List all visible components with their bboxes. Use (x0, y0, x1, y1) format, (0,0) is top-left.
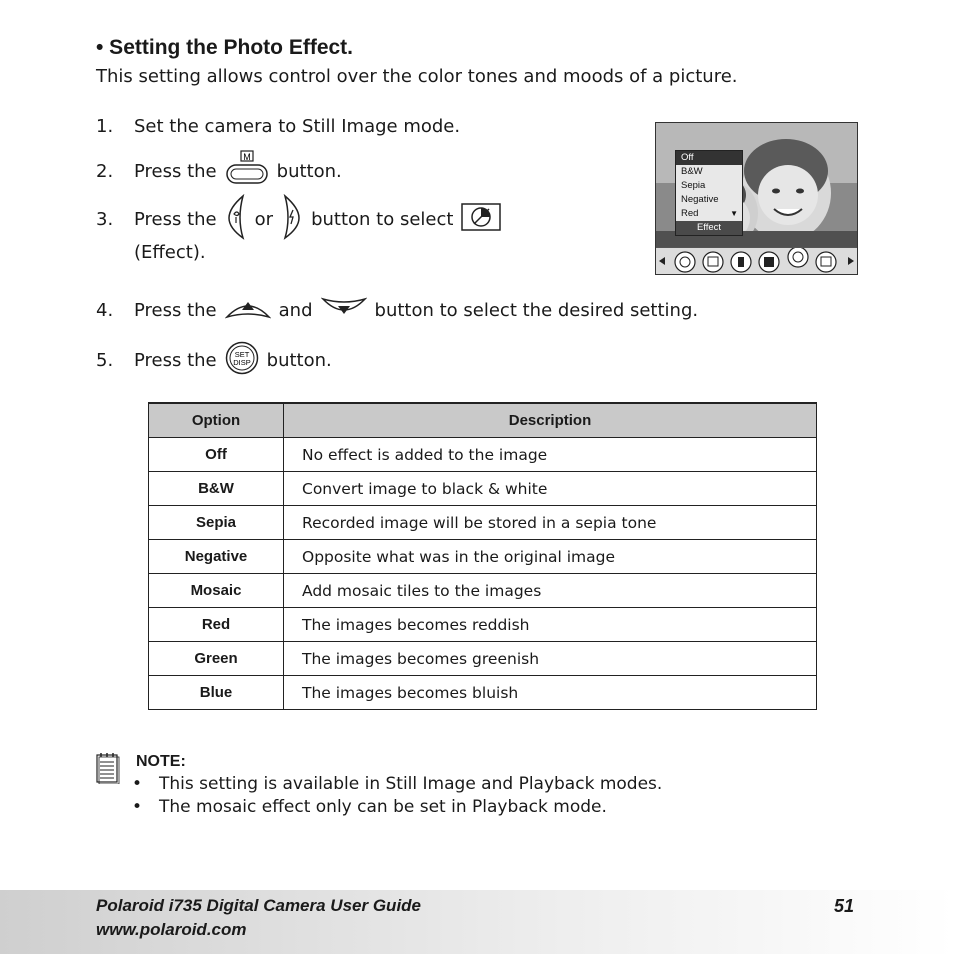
description-cell: The images becomes bluish (284, 676, 817, 710)
step-3 (96, 196, 501, 242)
notepad-icon (96, 752, 120, 788)
table-row (149, 540, 817, 574)
option-cell: Blue (149, 676, 284, 710)
camera-icon-bar (656, 247, 857, 275)
scroll-down-icon: ▼ (730, 209, 738, 218)
menu-item: Sepia (681, 180, 706, 191)
menu-item: Red (681, 208, 699, 219)
step-text: Press the (134, 299, 217, 321)
column-header-description: Description (284, 403, 817, 438)
step-text: Press the (134, 208, 217, 230)
step-number: 2. (96, 160, 114, 182)
option-cell: B&W (149, 472, 284, 506)
option-cell: Negative (149, 540, 284, 574)
table-row (149, 438, 817, 472)
menu-item: Off (676, 151, 742, 165)
table-row (149, 608, 817, 642)
effect-icon (461, 203, 501, 236)
step-number: 4. (96, 299, 114, 321)
set-disp-button-icon (225, 341, 259, 380)
step-number: 1. (96, 116, 114, 137)
note-bullet: • This setting is available in Still Image and Playback modes. (132, 774, 663, 794)
step-3-line2 (134, 242, 206, 263)
table-row (149, 676, 817, 710)
effect-options-table (148, 402, 817, 710)
step-4 (96, 294, 698, 326)
menu-item: B&W (681, 166, 703, 177)
note-bullet-text: The mosaic effect only can be set in Playback mode. (159, 797, 607, 817)
step-1 (96, 116, 460, 137)
note-bullet: • The mosaic effect only can be set in Playback mode. (132, 797, 607, 817)
step-number: 3. (96, 208, 114, 230)
option-cell: Sepia (149, 506, 284, 540)
description-cell: Opposite what was in the original image (284, 540, 817, 574)
description-cell: Add mosaic tiles to the images (284, 574, 817, 608)
step-text: (Effect). (134, 242, 206, 263)
right-flash-button-icon (281, 194, 303, 245)
option-cell: Green (149, 642, 284, 676)
option-cell: Mosaic (149, 574, 284, 608)
table-row (149, 506, 817, 540)
step-text: button to select (311, 208, 454, 230)
step-5 (96, 342, 332, 378)
table-row (149, 574, 817, 608)
step-text: button. (266, 349, 332, 371)
step-text: or (254, 208, 274, 230)
down-button-icon (321, 295, 367, 326)
section-heading: • Setting the Photo Effect. (96, 36, 354, 59)
description-cell: The images becomes reddish (284, 608, 817, 642)
svg-text:DISP: DISP (232, 357, 251, 367)
page-number: 51 (834, 896, 855, 916)
step-text: Press the (134, 349, 217, 371)
menu-label: Effect (676, 221, 742, 235)
step-text: button. (276, 160, 342, 182)
svg-text:M: M (242, 151, 251, 162)
step-text: and (278, 299, 313, 321)
intro-text: This setting allows control over the color tones and moods of a picture. (96, 66, 738, 87)
step-number: 5. (96, 349, 114, 371)
left-macro-button-icon (225, 194, 247, 245)
note-title: NOTE: (136, 753, 186, 770)
option-cell: Off (149, 438, 284, 472)
menu-button-icon (225, 150, 269, 193)
table-header-row (149, 403, 817, 438)
note-bullet-text: This setting is available in Still Image and Playback modes. (159, 774, 663, 794)
table-row (149, 472, 817, 506)
description-cell: Recorded image will be stored in a sepia tone (284, 506, 817, 540)
up-button-icon (225, 295, 271, 326)
step-2 (96, 150, 342, 192)
camera-screen-preview (655, 122, 858, 275)
description-cell: The images becomes greenish (284, 642, 817, 676)
svg-text:SET: SET (234, 349, 249, 359)
footer-title: Polaroid i735 Digital Camera User Guide (96, 896, 422, 915)
description-cell: No effect is added to the image (284, 438, 817, 472)
column-header-option: Option (149, 403, 284, 438)
effect-menu (675, 150, 743, 236)
menu-item: Negative (681, 194, 719, 205)
step-text: button to select the desired setting. (374, 299, 699, 321)
table-row (149, 642, 817, 676)
description-cell: Convert image to black & white (284, 472, 817, 506)
step-text: Press the (134, 160, 217, 182)
footer-url: www.polaroid.com (96, 920, 247, 939)
option-cell: Red (149, 608, 284, 642)
step-text: Set the camera to Still Image mode. (134, 116, 461, 137)
